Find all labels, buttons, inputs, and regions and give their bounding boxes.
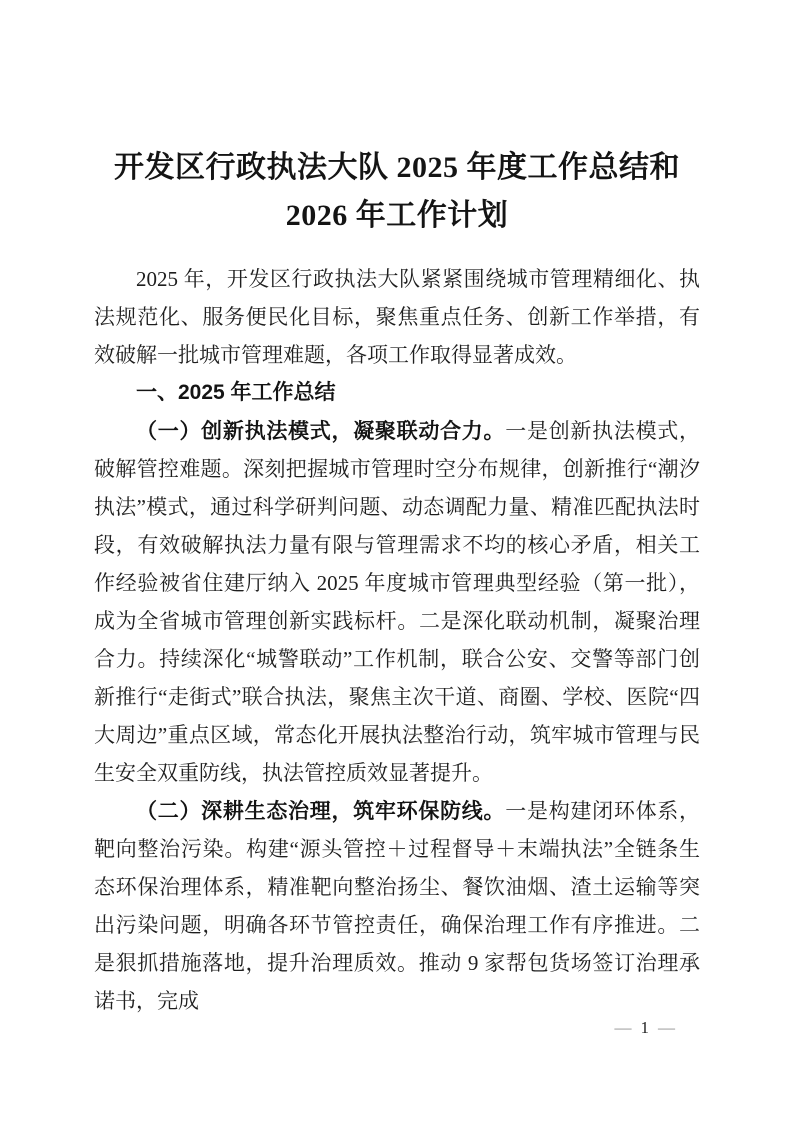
document-body: [94, 260, 700, 1020]
paragraph: （一）创新执法模式，凝聚联动合力。一是创新执法模式，破解管控难题。深刻把握城市管理时空分布规律，创新推行“潮汐执法”模式，通过科学研判问题、动态调配力量、精准匹配执法时段，有效破解执法力量有限与管理需求不均的核心矛盾，相关工作经验被省住建厅纳入 2025 年度城市管理典型经验（第一批），成为全省城市管理创新实践标杆。二是深化联动机制，凝聚治理合力。持续深化“城警联动”工作机制，联合公安、交警等部门创新推行“走街式”联合执法，聚焦主次干道、商圈、学校、医院“四大周边”重点区域，常态化开展执法整治行动，筑牢城市管理与民生安全双重防线，执法管控质效显著提升。: [94, 419, 701, 785]
page-number-right-dash: —: [658, 1018, 675, 1037]
section-heading: 一、2025 年工作总结: [136, 381, 336, 404]
page-number-value: 1: [640, 1018, 649, 1037]
paragraph-lead: （一）创新执法模式，凝聚联动合力。: [136, 419, 506, 443]
paragraph-lead: （二）深耕生态治理，筑牢环保防线。: [136, 799, 506, 823]
page-number: [615, 1018, 676, 1038]
paragraph: 2025 年，开发区行政执法大队紧紧围绕城市管理精细化、执法规范化、服务便民化目标，聚焦重点任务、创新工作举措，有效破解一批城市管理难题，各项工作取得显著成效。: [94, 267, 700, 367]
paragraph: （二）深耕生态治理，筑牢环保防线。一是构建闭环体系，靶向整治污染。构建“源头管控＋过程督导＋末端执法”全链条生态环保治理体系，精准靶向整治扬尘、餐饮油烟、渣土运输等突出污染问题，明确各环节管控责任，确保治理工作有序推进。二是狠抓措施落地，提升治理质效。推动 9 家帮包货场签订治理承诺书，完成: [94, 799, 701, 1013]
document-title-line2: 2026 年工作计划: [285, 199, 509, 232]
document-title-line1: 开发区行政执法大队 2025 年度工作总结和: [114, 151, 680, 184]
page-number-left-dash: —: [614, 1018, 632, 1037]
document-title: [94, 144, 700, 240]
